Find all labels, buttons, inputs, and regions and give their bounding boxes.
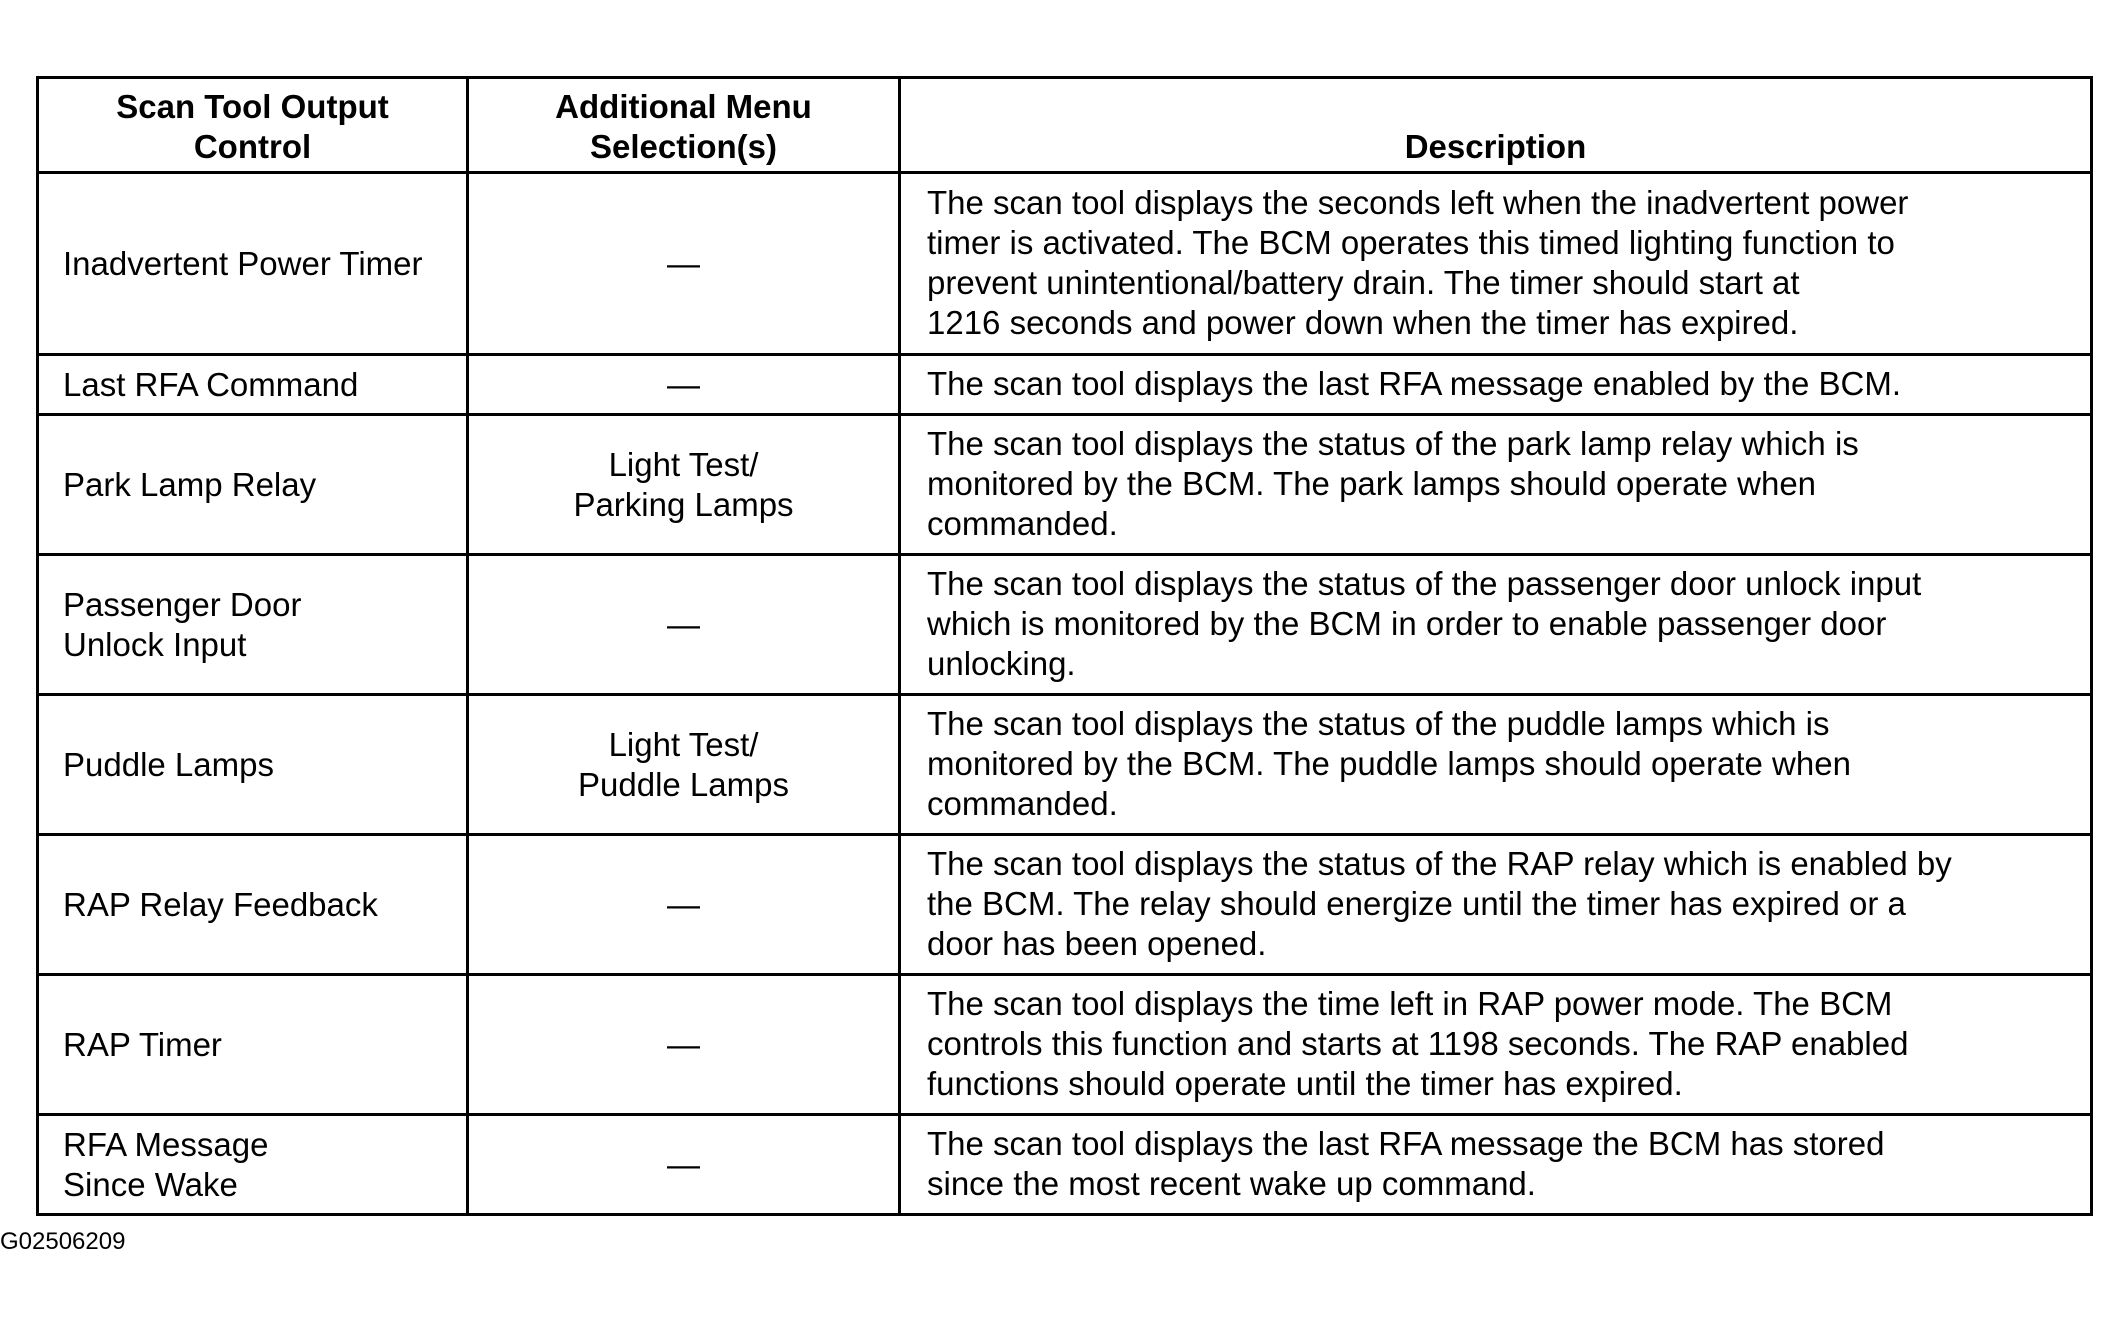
menu-cell: — [468, 835, 900, 975]
control-cell: RAP Timer [38, 975, 468, 1115]
control-cell: Last RFA Command [38, 355, 468, 415]
control-cell: RFA Message Since Wake [38, 1115, 468, 1215]
table-body [38, 173, 2092, 1215]
table-row [38, 415, 2092, 555]
menu-cell: Light Test/ Puddle Lamps [468, 695, 900, 835]
control-cell: Park Lamp Relay [38, 415, 468, 555]
description-cell: The scan tool displays the last RFA message the BCM has stored since the most recent wake up command. [900, 1115, 2092, 1215]
table-row [38, 835, 2092, 975]
scan-tool-output-control-table-wrapper [36, 76, 2090, 1216]
figure-id-label: G02506209 [0, 1228, 126, 1255]
control-cell: Passenger Door Unlock Input [38, 555, 468, 695]
description-cell: The scan tool displays the status of the park lamp relay which is monitored by the BCM. The park lamps should operate when commanded. [900, 415, 2092, 555]
description-cell: The scan tool displays the status of the puddle lamps which is monitored by the BCM. The puddle lamps should operate when commanded. [900, 695, 2092, 835]
table-row [38, 1115, 2092, 1215]
menu-cell: Light Test/ Parking Lamps [468, 415, 900, 555]
column-header-control: Scan Tool Output Control [38, 78, 468, 173]
table-row [38, 173, 2092, 355]
table-row [38, 975, 2092, 1115]
menu-cell: — [468, 1115, 900, 1215]
menu-cell: — [468, 975, 900, 1115]
description-cell: The scan tool displays the last RFA message enabled by the BCM. [900, 355, 2092, 415]
description-cell: The scan tool displays the status of the RAP relay which is enabled by the BCM. The relay should energize until the timer has expired or a door has been opened. [900, 835, 2092, 975]
control-cell: Inadvertent Power Timer [38, 173, 468, 355]
menu-cell: — [468, 355, 900, 415]
description-cell: The scan tool displays the seconds left when the inadvertent power timer is activated. The BCM operates this timed lighting function to prevent unintentional/battery drain. The timer should start at 1216 seconds and power down when the timer has expired. [900, 173, 2092, 355]
table-header [38, 78, 2092, 173]
scan-tool-output-control-table [36, 76, 2093, 1216]
table-header-row [38, 78, 2092, 173]
table-row [38, 695, 2092, 835]
column-header-description: Description [900, 78, 2092, 173]
table-row [38, 555, 2092, 695]
menu-cell: — [468, 555, 900, 695]
table-row [38, 355, 2092, 415]
description-cell: The scan tool displays the time left in RAP power mode. The BCM controls this function and starts at 1198 seconds. The RAP enabled functions should operate until the timer has expired. [900, 975, 2092, 1115]
control-cell: Puddle Lamps [38, 695, 468, 835]
control-cell: RAP Relay Feedback [38, 835, 468, 975]
description-cell: The scan tool displays the status of the passenger door unlock input which is monitored by the BCM in order to enable passenger door unlocking. [900, 555, 2092, 695]
column-header-menu-selections: Additional Menu Selection(s) [468, 78, 900, 173]
menu-cell: — [468, 173, 900, 355]
